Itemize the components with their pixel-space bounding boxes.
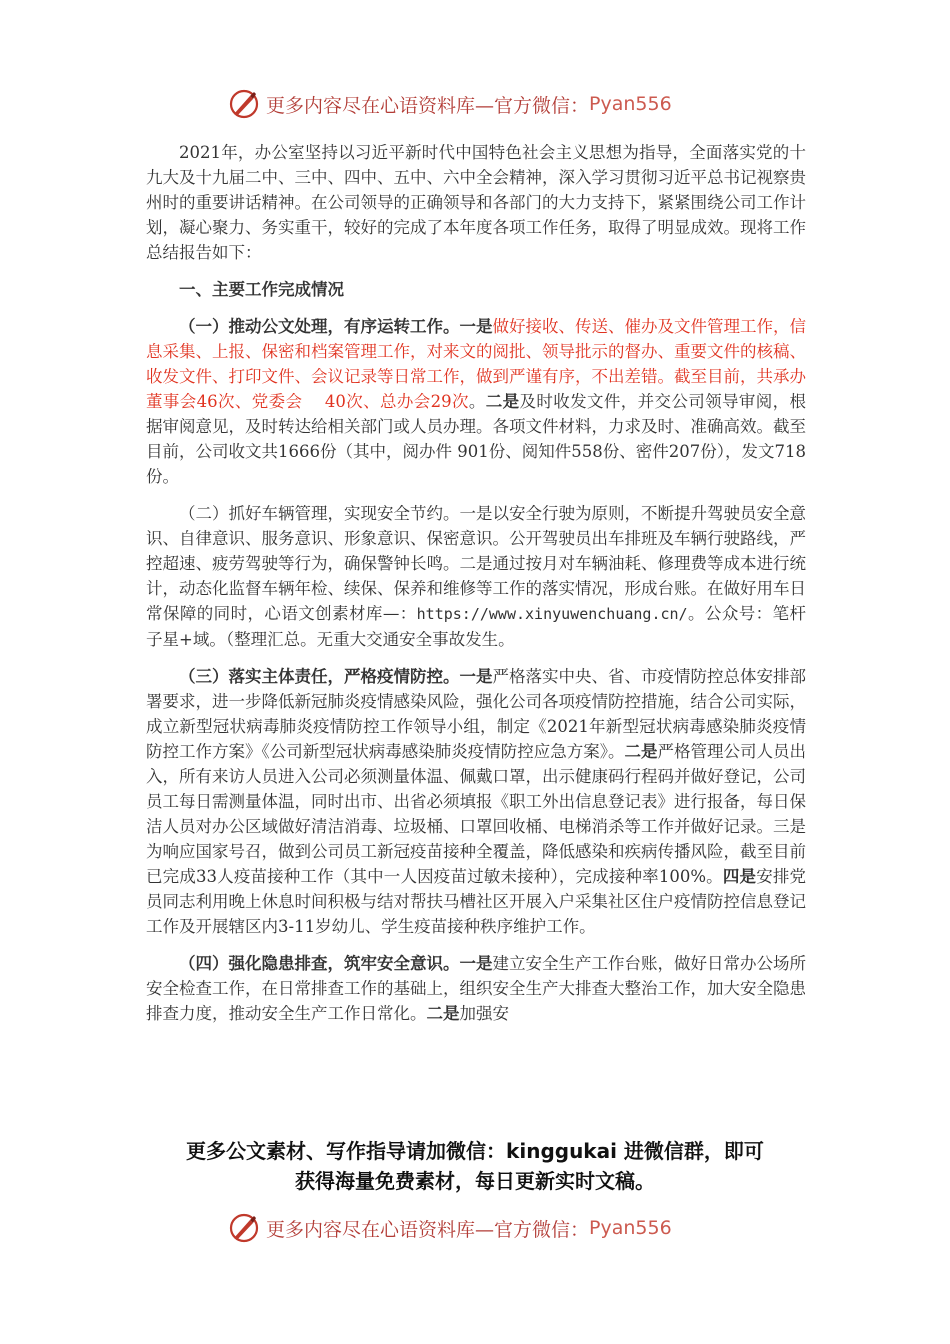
board-meeting-count: 46次 — [196, 392, 235, 411]
promo-notice — [130, 1136, 820, 1196]
item3-heading: （三）落实主体责任，严格疫情防控。 — [179, 667, 460, 686]
header-wechat-id: Pyan556 — [589, 93, 672, 115]
party-meeting-count: 40次 — [324, 392, 364, 411]
item4-text2: 加强安 — [459, 1004, 509, 1023]
item2-text-b: 。公众号：笔杆子星+域。（整理汇总。无重大交通安全事故发生。 — [146, 604, 807, 649]
item4-text1: 建立安全生产工作台账，做好日常办公场所安全检查工作，在日常排查工作的基础上，组织安全生产大排查大整治工作，加大安全隐患排查力度，推动安全生产工作日常化。 — [146, 954, 806, 1023]
item3-text1: 严格落实中央、省、市疫情防控总体安排部署要求，进一步降低新冠肺炎疫情感染风险，强化公司各项疫情防控措施，结合公司实际，成立新型冠状病毒肺炎疫情防控工作领导小组，制定《2021年新型冠状病毒感染肺炎疫情防控工作方案》《公司新型冠状病毒感染肺炎疫情防控应急方案》。 — [146, 667, 806, 761]
item1-text1: 做好接收、传送、催办及文件管理工作，信息采集、上报、保密和档案管理工作，对来文的阅批、领导批示的督办、重要文件的核稿、收发文件、打印文件、会议记录等日常工作，做到严谨有序，不出差错。截至目前，共承办董事会 — [146, 317, 806, 411]
footer-banner — [228, 1212, 728, 1244]
item4-lead2: 二是 — [426, 1004, 460, 1023]
item1-sep2: 、总办会 — [363, 392, 431, 411]
item1-end1: 。 — [468, 392, 486, 411]
promo-line1: 更多公文素材、写作指导请加微信：kinggukai 进微信群，即可 — [186, 1139, 764, 1163]
item3-text2: 严格管理公司人员出入，所有来访人员进入公司必须测量体温、佩戴口罩，出示健康码行程码并做好登记，公司员工每日需测量体温，同时出市、出省必须填报《职工外出信息登记表》进行报备，每日保洁人员对办公区域做好清洁消毒、垃圾桶、口罩回收桶、电梯消杀等工作并做好记录。三是为响应国家号召，做到公司员工新冠疫苗接种全覆盖，降低感染和疾病传播风险，截至目前已完成33人疫苗接种工作（其中一人因疫苗过敏未接种），完成接种率100%。 — [146, 742, 806, 886]
item2-paragraph — [146, 501, 806, 652]
item3-text4: 安排党员同志利用晚上休息时间积极与结对帮扶马槽社区开展入户采集社区住户疫情防控信息登记工作及开展辖区内3-11岁幼儿、学生疫苗接种秩序维护工作。 — [146, 867, 807, 936]
office-meeting-count: 29次 — [430, 392, 469, 411]
item1-lead1: 一是 — [459, 317, 493, 336]
item3-lead2: 二是 — [624, 742, 658, 761]
item4-lead1: 一是 — [459, 954, 493, 973]
header-banner-text: 更多内容尽在心语资料库—官方微信： — [266, 94, 590, 117]
item3-paragraph — [146, 664, 806, 939]
footer-banner-text: 更多内容尽在心语资料库—官方微信： — [266, 1218, 590, 1241]
item1-lead2: 二是 — [485, 392, 520, 411]
pen-logo-icon — [228, 1212, 260, 1244]
item4-heading: （四）强化隐患排查，筑牢安全意识。 — [179, 954, 460, 973]
item3-lead1: 一是 — [459, 667, 493, 686]
footer-wechat-id: Pyan556 — [589, 1217, 672, 1239]
section-title: 一、主要工作完成情况 — [179, 280, 344, 299]
promo-line2: 获得海量免费素材，每日更新实时文稿。 — [295, 1169, 655, 1193]
item1-text2: 及时收发文件，并交公司领导审阅，根据审阅意见，及时转达给相关部门或人员办理。各项文件材料，力求及时、准确高效。截至目前，公司收文共1666份（其中，阅办件 901份、阅知件558份、密件207份），发文718份。 — [146, 392, 806, 486]
item1-sep1: 、党委会 — [234, 392, 303, 411]
header-banner — [228, 88, 728, 120]
item1-heading: （一）推动公文处理，有序运转工作。 — [179, 317, 460, 336]
intro-paragraph: 2021年，办公室坚持以习近平新时代中国特色社会主义思想为指导，全面落实党的十九大及十九届二中、三中、四中、五中、六中全会精神，深入学习贯彻习近平总书记视察贵州时的重要讲话精神。在公司领导的正确领导和各部门的大力支持下，紧紧围绕公司工作计划，凝心聚力、务实重干，较好的完成了本年度各项工作任务，取得了明显成效。现将工作总结报告如下： — [146, 143, 806, 262]
item3-lead4: 四是 — [722, 867, 757, 886]
item1-paragraph — [146, 314, 806, 489]
document-body — [146, 140, 806, 1038]
item2-url: https://www.xinyuwenchuang.cn/ — [416, 605, 688, 623]
pen-logo-icon — [228, 88, 260, 120]
item2-text-a: （二）抓好车辆管理，实现安全节约。一是以安全行驶为原则，不断提升驾驶员安全意识、自律意识、服务意识、形象意识、保密意识。公开驾驶员出车排班及车辆行驶路线，严控超速、疲劳驾驶等行为，确保警钟长鸣。二是通过按月对车辆油耗、修理费等成本进行统计，动态化监督车辆年检、续保、保养和维修等工作的落实情况，形成台账。在做好用车日常保障的同时，心语文创素材库—： — [146, 504, 806, 623]
item4-paragraph — [146, 951, 806, 1026]
